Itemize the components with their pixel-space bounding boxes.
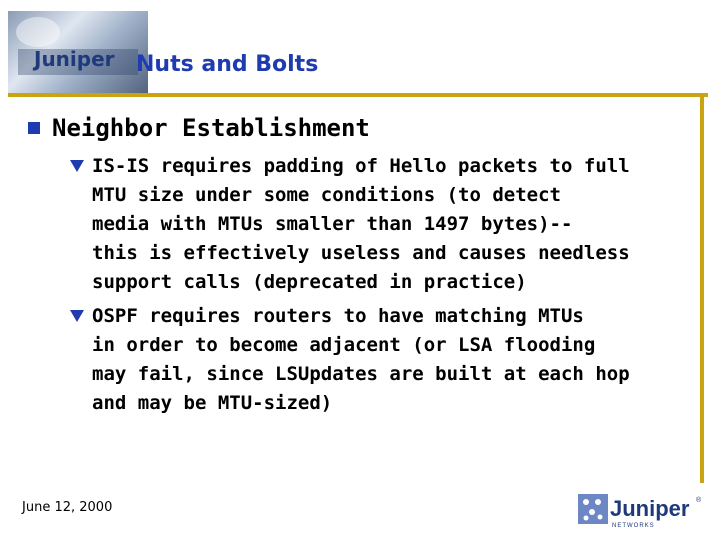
header-logo-text: Juniper: [34, 47, 115, 71]
triangle-bullet-icon: [70, 310, 84, 322]
logo-highlight: [16, 17, 60, 47]
sub-bullet-text: IS-IS requires padding of Hello packets to full MTU size under some conditions (to detect media with MTUs smaller than 1497 bytes)-- this is effectively useless and causes needless support calls (deprecated in practice): [92, 155, 630, 293]
horizontal-divider: [8, 93, 708, 97]
sub-bullet-item: [70, 152, 690, 297]
sub-bullet-item: [70, 302, 690, 418]
triangle-bullet-icon: [70, 160, 84, 172]
footer-logo-text: Juniper: [610, 496, 690, 521]
sub-bullet-text: OSPF requires routers to have matching MTUs in order to become adjacent (or LSA flooding may fail, since LSUpdates are built at each hop and may be MTU-sized): [92, 305, 630, 414]
heading-text: Neighbor Establishment: [52, 114, 370, 142]
footer-logo-subtext: NETWORKS: [612, 523, 655, 529]
header-logo-image: [8, 11, 148, 93]
registered-mark: ®: [696, 497, 702, 504]
heading-bullet-item: [28, 114, 370, 142]
square-bullet-icon: [28, 122, 40, 134]
vertical-divider: [700, 93, 704, 483]
footer-date: June 12, 2000: [22, 500, 113, 515]
slide-title: Nuts and Bolts: [136, 52, 319, 77]
logo-emblem: [578, 494, 608, 524]
footer-juniper-logo: [578, 490, 708, 530]
